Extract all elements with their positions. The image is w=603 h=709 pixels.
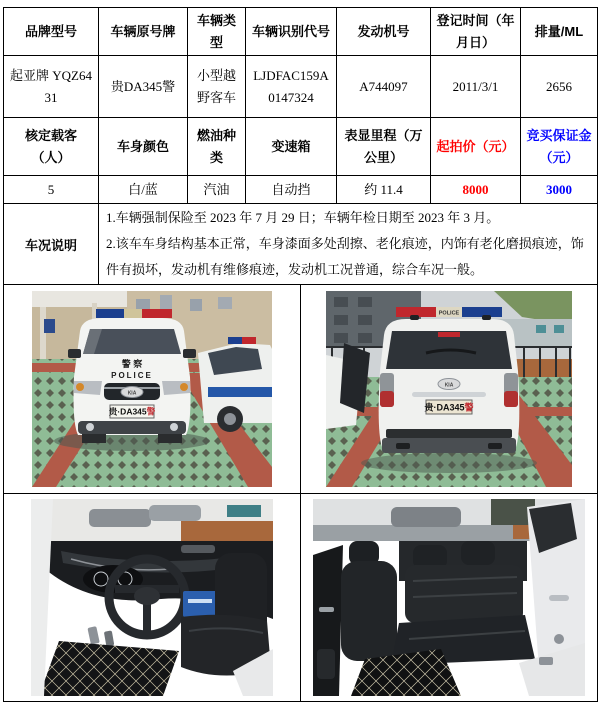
header-mileage-label: 表显里程（万公里）	[344, 127, 423, 165]
value-engine-no-text: A744097	[359, 78, 408, 94]
front-license-plate: 贵·DA345警	[108, 406, 156, 417]
condition-description	[99, 204, 598, 285]
value-seats-text: 5	[47, 181, 55, 197]
header-deposit	[521, 118, 598, 176]
header-fuel-type-label: 燃油种类	[196, 127, 236, 165]
photo-row-2	[4, 494, 598, 702]
value-brand-model-text: 起亚牌 YQZ6431	[10, 67, 92, 105]
value-seats	[4, 176, 99, 204]
photo-rear-exterior	[301, 285, 598, 494]
value-register-date	[431, 56, 521, 118]
header-register-date-label: 登记时间（年月日）	[436, 12, 515, 50]
header-seats	[4, 118, 99, 176]
header-vin-label: 车辆识别代号	[251, 23, 330, 39]
header-displacement	[521, 8, 598, 56]
spec-table	[3, 7, 598, 702]
rear-kia-badge: KIA	[444, 382, 454, 389]
condition-line-2: 2.该车车身结构基本正常，车身漆面多处刮擦、老化痕迹，内饰有老化磨损痕迹，饰件有损坏，发动机有维修痕迹，发动机工况普通，综合车况一般。	[106, 236, 584, 277]
header-brand-model-label: 品牌型号	[24, 23, 77, 39]
photo-interior-front	[4, 494, 301, 702]
value-start-price-text: 8000	[462, 181, 489, 197]
header-seats-label: 核定载客（人）	[24, 127, 77, 165]
condition-line-1: 1.车辆强制保险至 2023 年 7 月 29 日；车辆年检日期至 2023 年 3 月。	[106, 210, 500, 225]
header-engine-no-label: 发动机号	[357, 23, 410, 39]
condition-label-text: 车况说明	[24, 237, 77, 253]
header-mileage	[337, 118, 431, 176]
rear-license-plate: 贵·DA345警	[424, 402, 474, 413]
value-fuel-type	[188, 176, 246, 204]
value-original-plate	[99, 56, 188, 118]
condition-label	[4, 204, 99, 285]
value-gearbox-text: 自动挡	[271, 181, 311, 197]
photo-interior-rear	[301, 494, 598, 702]
header-row-2	[4, 118, 598, 176]
value-brand-model	[4, 56, 99, 118]
header-gearbox	[246, 118, 337, 176]
header-vin	[246, 8, 337, 56]
value-displacement-text: 2656	[546, 78, 572, 94]
header-start-price	[431, 118, 521, 176]
photo-interior-front-image	[31, 499, 273, 696]
header-row-1	[4, 8, 598, 56]
header-register-date	[431, 8, 521, 56]
photo-rear-exterior-image	[326, 291, 572, 487]
value-register-date-text: 2011/3/1	[452, 78, 499, 94]
value-vin	[246, 56, 337, 118]
rear-lightbar-label: POLICE	[438, 310, 460, 317]
photo-row-1	[4, 285, 598, 494]
value-engine-no	[337, 56, 431, 118]
hood-police-en: POLICE	[111, 371, 153, 380]
value-original-plate-text: 贵DA345警	[110, 78, 176, 94]
photo-front-exterior	[4, 285, 301, 494]
header-displacement-label: 排量/ML	[534, 23, 584, 39]
front-kia-badge: KIA	[127, 390, 137, 397]
value-body-color	[99, 176, 188, 204]
header-deposit-label: 竞买保证金（元）	[526, 127, 592, 165]
header-original-plate	[99, 8, 188, 56]
value-row-1	[4, 56, 598, 118]
value-vehicle-type	[188, 56, 246, 118]
value-body-color-text: 白/蓝	[128, 181, 158, 197]
value-gearbox	[246, 176, 337, 204]
header-fuel-type	[188, 118, 246, 176]
header-vehicle-type	[188, 8, 246, 56]
value-mileage	[337, 176, 431, 204]
value-mileage-text: 约 11.4	[364, 181, 403, 197]
value-row-2	[4, 176, 598, 204]
header-start-price-label: 起拍价（元）	[436, 138, 515, 154]
photo-interior-rear-image	[313, 499, 585, 696]
hood-police-cn: 警 察	[121, 359, 143, 369]
value-start-price	[431, 176, 521, 204]
value-displacement	[521, 56, 598, 118]
condition-row	[4, 204, 598, 285]
header-body-color	[99, 118, 188, 176]
header-body-color-label: 车身颜色	[116, 138, 169, 154]
value-deposit	[521, 176, 598, 204]
photo-front-exterior-image	[32, 291, 272, 487]
header-gearbox-label: 变速箱	[271, 138, 311, 154]
value-fuel-type-text: 汽油	[203, 181, 230, 197]
value-vin-text: LJDFAC159A0147324	[253, 67, 329, 105]
value-vehicle-type-text: 小型越野客车	[196, 67, 236, 105]
value-deposit-text: 3000	[546, 181, 572, 197]
header-vehicle-type-label: 车辆类型	[196, 12, 236, 50]
header-original-plate-label: 车辆原号牌	[110, 23, 176, 39]
header-engine-no	[337, 8, 431, 56]
header-brand-model	[4, 8, 99, 56]
